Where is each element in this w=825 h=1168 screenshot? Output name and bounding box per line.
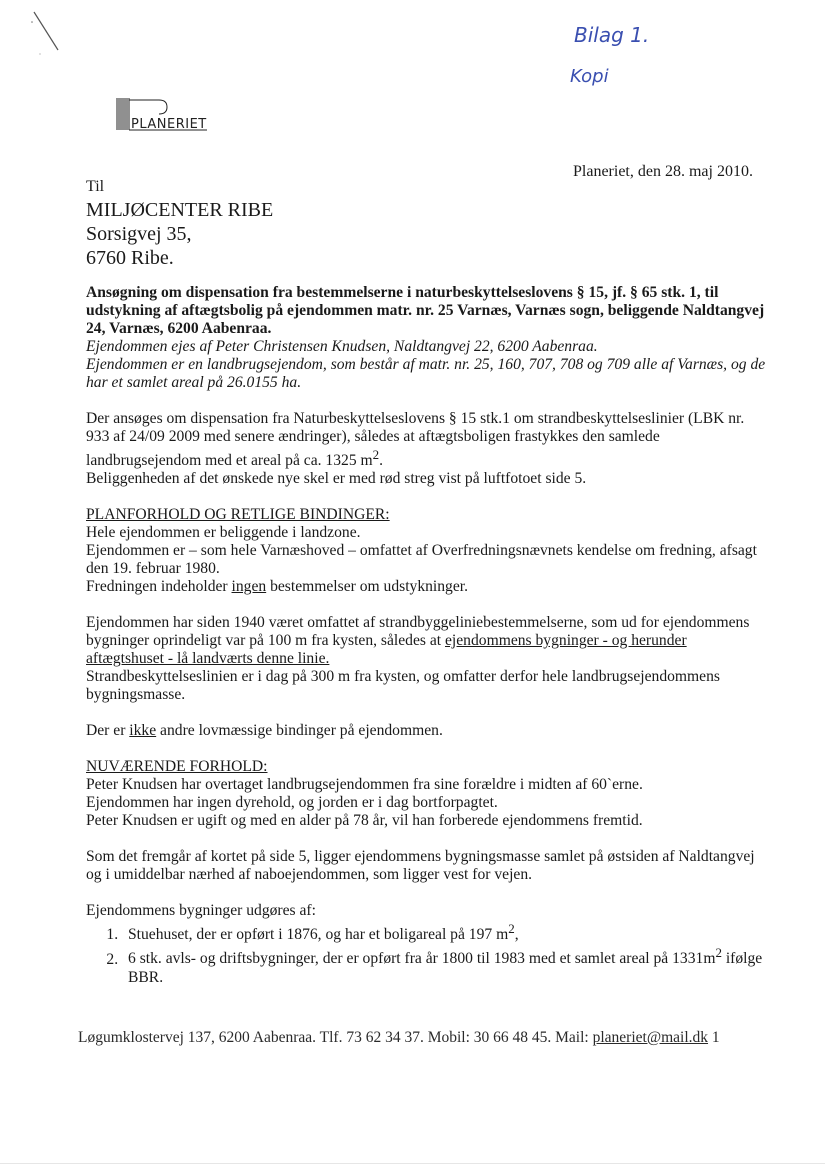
current-line-2: Ejendommen har ingen dyrehold, og jorden er i dag bortforpagtet. bbox=[86, 794, 498, 812]
no-other-pre: Der er bbox=[86, 722, 130, 740]
current-heading: NUVÆRENDE FORHOLD: bbox=[86, 758, 268, 776]
list-item bbox=[122, 944, 766, 986]
building-1-post: , bbox=[514, 926, 519, 944]
recipient-name: MILJØCENTER RIBE bbox=[86, 199, 274, 221]
handwritten-line-1: Bilag 1. bbox=[574, 23, 650, 47]
list-item bbox=[122, 920, 766, 944]
current-line-3: Peter Knudsen er ugift og med en alder på 78 år, vil han forberede ejendommens fremtid. bbox=[86, 812, 643, 830]
planning-line-2: Ejendommen er – som hele Varnæshoved – omfattet af Overfredningsnævnets kendelse om fredning, afsagt den 19. februar 1980. bbox=[86, 542, 757, 578]
recipient-city: 6760 Ribe. bbox=[86, 247, 174, 269]
shoreline-line-2: Strandbeskyttelseslinien er i dag på 300 m fra kysten, og omfatter derfor hele landbrugsejendommens bygningsmasse. bbox=[86, 668, 720, 704]
no-other-bindings bbox=[86, 722, 766, 740]
handwritten-note bbox=[560, 12, 700, 92]
logo-text: PLANERIET bbox=[131, 117, 207, 132]
planning-line-3-pre: Fredningen indeholder bbox=[86, 578, 232, 596]
footer-email-link[interactable]: planeriet@mail.dk bbox=[592, 1029, 709, 1046]
owner-line: Ejendommen ejes af Peter Christensen Knudsen, Naldtangvej 22, 6200 Aabenraa. bbox=[86, 338, 598, 355]
buildings-list bbox=[86, 920, 766, 986]
subject-line: Ansøgning om dispensation fra bestemmelserne i naturbeskyttelseslovens § 15, jf. § 65 stk. 1, til udstykning af aftægtsbolig på ejendommen matr. nr. 25 Varnæs, Varnæs sogn, beliggende Naldtangvej 24, Varnæs, 6200 Aabenraa. bbox=[86, 284, 765, 337]
application-text: Der ansøges om dispensation fra Naturbeskyttelseslovens § 15 stk.1 om strandbeskyttelseslinier (LBK nr. 933 af 24/09 2009 med senere ændringer), således at aftægtsboligen frastykkes den samlede landbrugsejendom med et areal på ca. 1325 m bbox=[86, 410, 745, 470]
scan-mark bbox=[28, 8, 68, 58]
map-paragraph: Som det fremgår af kortet på side 5, ligger ejendommens bygningsmasse samlet på østsiden af Naldtangvej og i umiddelbar nærhed af naboejendommen, som ligger vest for vejen. bbox=[86, 848, 755, 884]
recipient-label: Til bbox=[86, 178, 105, 195]
buildings-intro: Ejendommens bygninger udgøres af: bbox=[86, 902, 316, 920]
no-other-post: andre lovmæssige bindinger på ejendommen. bbox=[156, 722, 443, 740]
building-1-sup: 2 bbox=[508, 921, 515, 937]
planning-line-3-emphasis: ingen bbox=[231, 578, 267, 596]
letter-body bbox=[86, 284, 766, 987]
planning-line-1: Hele ejendommen er beliggende i landzone. bbox=[86, 524, 361, 542]
recipient-street: Sorsigvej 35, bbox=[86, 223, 192, 245]
page-number: 1 bbox=[711, 1029, 720, 1046]
property-line: Ejendommen er en landbrugsejendom, som består af matr. nr. 25, 160, 707, 708 og 709 alle af Varnæs, og de har et samlet areal på 26.0155 ha. bbox=[86, 356, 766, 391]
planning-heading: PLANFORHOLD OG RETLIGE BINDINGER: bbox=[86, 506, 390, 524]
application-text-end: . bbox=[379, 452, 384, 470]
date-line: Planeriet, den 28. maj 2010. bbox=[573, 163, 753, 180]
building-2-sup: 2 bbox=[715, 945, 722, 961]
building-1-text: Stuehuset, der er opført i 1876, og har et boligareal på 197 m bbox=[128, 926, 509, 944]
no-other-emphasis: ikke bbox=[129, 722, 157, 740]
current-line-1: Peter Knudsen har overtaget landbrugsejendommen fra sine forældre i midten af 60`erne. bbox=[86, 776, 643, 794]
planning-line-3 bbox=[86, 578, 766, 596]
planeriet-logo bbox=[115, 88, 215, 134]
planning-line-3-post: bestemmelser om udstykninger. bbox=[266, 578, 468, 596]
scan-edge bbox=[0, 1163, 825, 1164]
handwritten-line-2: Kopi bbox=[570, 66, 609, 87]
footer bbox=[78, 1029, 768, 1047]
building-2-post: ifølge BBR. bbox=[128, 950, 763, 986]
location-line: Beliggenheden af det ønskede nye skel er med rød streg vist på luftfotoet side 5. bbox=[86, 470, 587, 488]
shoreline-text: Ejendommen har siden 1940 været omfattet af strandbyggeliniebestemmelserne, som ud for ejendommens bygninger oprindeligt var på 100 m fra kysten, således at bbox=[86, 614, 750, 650]
building-2-text: 6 stk. avls- og driftsbygninger, der er opført fra år 1800 til 1983 med et samlet areal på 1331m bbox=[128, 950, 716, 968]
application-paragraph bbox=[86, 410, 766, 470]
shoreline-paragraph bbox=[86, 614, 766, 668]
footer-address: Løgumklostervej 137, 6200 Aabenraa. Tlf. 73 62 34 37. Mobil: 30 66 48 45. Mail: bbox=[78, 1029, 593, 1046]
application-sup: 2 bbox=[372, 447, 380, 462]
shoreline-emphasis: ejendommens bygninger - og herunder aftægtshuset - lå landværts denne linie. bbox=[86, 632, 687, 668]
